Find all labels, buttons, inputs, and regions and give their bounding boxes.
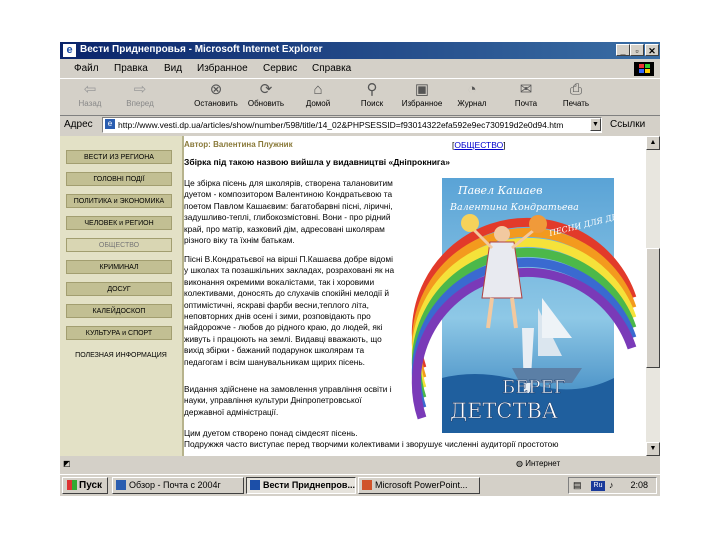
refresh-label: Обновить xyxy=(247,99,285,108)
start-button[interactable] xyxy=(62,477,108,494)
status-bar xyxy=(60,458,660,472)
tray-volume-icon[interactable]: ♪ xyxy=(609,480,614,490)
text-line: живуть і працюють на землі. Видавці вважають, що xyxy=(184,333,382,344)
text-line: державної адміністрації. xyxy=(184,406,279,417)
address-label: Адрес xyxy=(64,119,93,130)
scroll-thumb[interactable] xyxy=(646,248,660,368)
print-label: Печать xyxy=(562,99,590,108)
menu-bar xyxy=(60,60,660,78)
home-icon: ⌂ xyxy=(313,81,323,98)
history-button[interactable] xyxy=(446,81,498,108)
text-line: Пісні В.Кондратьєвої на вірші П.Кашаєва добре відомі xyxy=(184,254,393,264)
mail-label: Почта xyxy=(514,99,538,108)
page-icon: e xyxy=(105,119,115,129)
menu-tools[interactable]: Сервис xyxy=(263,63,298,74)
cover-author-2: Валентина Кондратьева xyxy=(450,202,579,213)
title-bar xyxy=(60,42,660,59)
text-line: виконання окремими вокалістами, так і хоровими xyxy=(184,276,375,287)
refresh-icon: ⟳ xyxy=(259,81,273,98)
taskbar-item-mail[interactable] xyxy=(112,477,244,494)
start-label: Пуск xyxy=(79,480,103,491)
article-paragraph-2 xyxy=(184,254,394,368)
article-section: [ОБЩЕСТВО] xyxy=(452,140,506,150)
status-page-icon: ◩ xyxy=(63,459,71,468)
links-button[interactable]: Ссылки xyxy=(610,119,646,130)
text-line: Це збірка пісень для школярів, створена талановитим xyxy=(184,178,393,188)
minimize-button[interactable]: _ xyxy=(616,44,630,56)
text-line: поетом Павлом Кашаєвим: багатобарвні пісні, ліричні, xyxy=(184,200,393,211)
favorites-button[interactable] xyxy=(396,81,448,108)
menu-view[interactable]: Вид xyxy=(164,63,183,74)
close-button[interactable]: ✕ xyxy=(645,44,659,56)
sidebar-item-kaleidoscope[interactable]: КАЛЕЙДОСКОП xyxy=(66,304,172,318)
taskbar-item-browser[interactable] xyxy=(246,477,356,494)
back-arrow-icon: ⇦ xyxy=(83,81,97,98)
article-paragraph-1 xyxy=(184,178,393,246)
text-line: край, про матір, казковий дім, адресовані школярам xyxy=(184,223,385,234)
section-link[interactable]: ОБЩЕСТВО xyxy=(454,140,504,150)
text-line: найдорожче - любов до рідного краю, до людей, які xyxy=(184,322,383,333)
ie-icon xyxy=(250,480,260,490)
scroll-down-button[interactable]: ▼ xyxy=(646,442,660,456)
favorites-label: Избранное xyxy=(401,99,443,108)
cover-author-1: Павел Кашаев xyxy=(458,184,543,197)
status-zone-label: Интернет xyxy=(525,459,561,468)
forward-button[interactable] xyxy=(114,81,166,108)
search-button[interactable] xyxy=(346,81,398,108)
address-dropdown-button[interactable]: ▼ xyxy=(590,118,601,131)
menu-file[interactable]: Файл xyxy=(74,63,99,74)
print-icon: ⎙ xyxy=(569,81,582,98)
text-line: оптимістичні, яскраві фарби весни,теплого літа, xyxy=(184,299,369,310)
sidebar-item-culture-sport[interactable]: КУЛЬТУРА и СПОРТ xyxy=(66,326,172,340)
taskbar-item-powerpoint[interactable] xyxy=(358,477,480,494)
clock: 2:08 xyxy=(630,480,648,490)
stop-button[interactable] xyxy=(190,81,242,108)
book-cover-art xyxy=(442,178,636,433)
search-label: Поиск xyxy=(360,99,384,108)
text-line: Цим дуетом створено понад сімдесят пісень. xyxy=(184,428,358,438)
sidebar-item-person-region[interactable]: ЧЕЛОВЕК и РЕГИОН xyxy=(66,216,172,230)
menu-help[interactable]: Справка xyxy=(312,63,352,74)
taskbar xyxy=(60,474,660,496)
article-headline: Збірка під такою назвою вийшла у видавництві «Дніпрокнига» xyxy=(184,157,450,167)
history-label: Журнал xyxy=(457,99,487,108)
text-line: різного віку та їхнім батькам. xyxy=(184,235,295,246)
forward-label: Вперед xyxy=(126,99,154,108)
cover-small-title: ПЕСНИ ДЛЯ ДЕТЕЙ xyxy=(548,207,636,238)
sidebar-item-politics[interactable]: ПОЛИТИКА и ЭКОНОМИКА xyxy=(66,194,172,208)
tray-display-icon: ▤ xyxy=(573,480,582,490)
print-button[interactable] xyxy=(550,81,602,108)
address-input[interactable] xyxy=(102,117,602,133)
taskbar-item-label: Обзор - Почта с 2004г xyxy=(129,480,221,490)
language-indicator[interactable]: Ru xyxy=(591,481,605,491)
taskbar-item-label: Вести Приднепров... xyxy=(263,480,355,490)
windows-logo-icon xyxy=(634,62,654,76)
sidebar-item-useful-info[interactable]: ПОЛЕЗНАЯ ИНФОРМАЦИЯ xyxy=(75,352,167,359)
window-title: Вести Приднепровья - Microsoft Internet Explorer xyxy=(80,44,323,55)
article-paragraph-3 xyxy=(184,384,392,418)
mail-icon: ✉ xyxy=(519,81,533,98)
cover-title-line-1: БЕРЕГ xyxy=(502,377,566,398)
back-button[interactable] xyxy=(64,81,116,108)
home-button[interactable] xyxy=(292,81,344,108)
maximize-button[interactable]: ▫ xyxy=(630,44,644,56)
text-line: вихід збірки - бажаний подарунок школярам та xyxy=(184,345,365,356)
status-zone: ◍ Интернет xyxy=(516,459,561,468)
forward-arrow-icon: ⇨ xyxy=(133,81,147,98)
search-icon: ⚲ xyxy=(366,81,378,98)
article-author: Автор: Валентина Плужник xyxy=(184,140,293,149)
text-line: Подружжя часто виступає перед творчими колективами і зворушує численні аудиторії простотою xyxy=(184,439,559,450)
address-bar xyxy=(60,115,660,135)
ie-window xyxy=(60,42,660,495)
text-line: задушливо-теплі, глибокозмістовні. Вони - про рідний xyxy=(184,212,391,223)
page-content xyxy=(60,136,646,456)
book-cover-image xyxy=(442,178,636,433)
text-line: педагогам і всім шанувальникам щирих пісень. xyxy=(184,356,365,367)
stop-label: Остановить xyxy=(194,99,238,108)
windows-flag-icon xyxy=(67,480,77,490)
ie-logo-icon: e xyxy=(63,44,76,57)
back-label: Назад xyxy=(78,99,102,108)
powerpoint-icon xyxy=(362,480,372,490)
text-line: Видання здійснене на замовлення управління освіти і xyxy=(184,384,392,394)
text-line: у школах та позашкільних закладах, розраховані як на xyxy=(184,265,395,276)
sidebar-item-crime[interactable]: КРИМИНАЛ xyxy=(66,260,172,274)
text-line: неповторних днів осені і зими, розповідають про xyxy=(184,311,371,322)
home-label: Домой xyxy=(305,99,331,108)
sidebar-item-society[interactable]: ОБЩЕСТВО xyxy=(66,238,172,252)
sidebar-item-main-events[interactable]: ГОЛОВНІ ПОДІЇ xyxy=(66,172,172,186)
menu-favorites[interactable]: Избранное xyxy=(197,63,248,74)
history-icon: ◔ xyxy=(467,81,477,98)
sidebar xyxy=(60,136,182,456)
menu-edit[interactable]: Правка xyxy=(114,63,148,74)
stop-icon: ⊗ xyxy=(209,81,223,98)
text-line: колективами, доносять до слухачів спокійні мелодії й xyxy=(184,288,390,299)
refresh-button[interactable] xyxy=(240,81,292,108)
cover-title-line-2: ДЕТСТВА xyxy=(450,399,558,423)
outlook-icon xyxy=(116,480,126,490)
text-line: науки, управління культури Дніпропетровської xyxy=(184,395,362,406)
sidebar-item-leisure[interactable]: ДОСУГ xyxy=(66,282,172,296)
toolbar xyxy=(60,78,660,116)
mail-button[interactable] xyxy=(500,81,552,108)
taskbar-item-label: Microsoft PowerPoint... xyxy=(375,480,468,490)
scroll-up-button[interactable]: ▲ xyxy=(646,136,660,150)
system-tray xyxy=(568,477,657,494)
sidebar-item-regional-news[interactable]: ВЕСТИ ИЗ РЕГИОНА xyxy=(66,150,172,164)
favorites-icon: ▣ xyxy=(414,81,430,98)
address-url: http://www.vesti.dp.ua/articles/show/number/598/title/14_02&PHPSESSID=f93014322efa592e9ec730919d2e0d94.htm xyxy=(118,120,564,130)
text-line: дуетом - композитором Валентиною Кондратьєвою та xyxy=(184,189,393,200)
vertical-scrollbar[interactable] xyxy=(646,136,660,456)
